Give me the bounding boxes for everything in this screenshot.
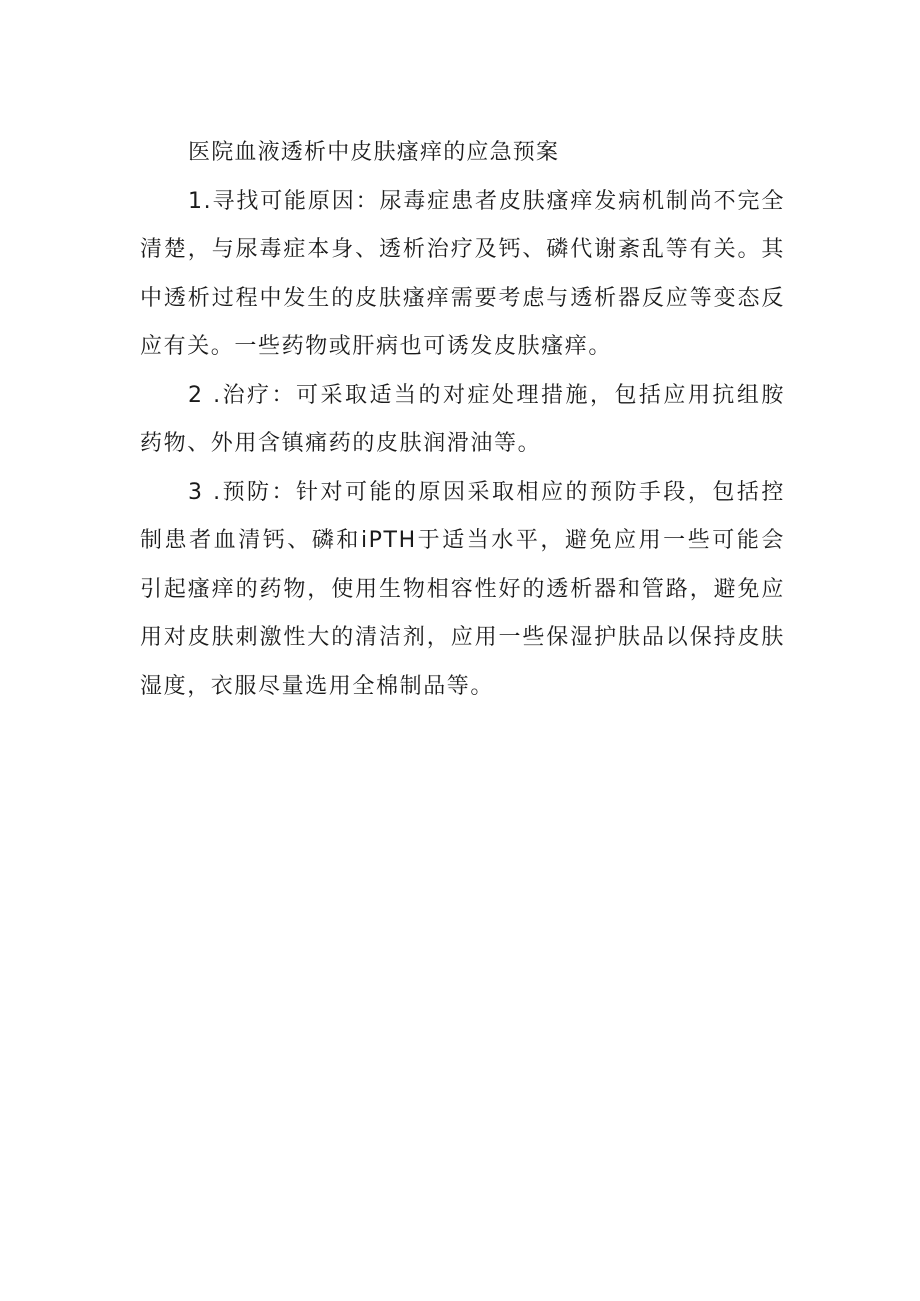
paragraph-causes: 1.寻找可能原因：尿毒症患者皮肤瘙痒发病机制尚不完全清楚，与尿毒症本身、透析治疗及钙、磷代谢紊乱等有关。其中透析过程中发生的皮肤瘙痒需要考虑与透析器反应等变态反应有关。一些药物或肝病也可诱发皮肤瘙痒。 [140,188,785,359]
document-body [140,129,785,711]
paragraph-prevention: 3 .预防：针对可能的原因采取相应的预防手段，包括控制患者血清钙、磷和iPTH于适当水平，避免应用一些可能会引起瘙痒的药物，使用生物相容性好的透析器和管路，避免应用对皮肤刺激性大的清洁剂，应用一些保湿护肤品以保持皮肤湿度，衣服尽量选用全棉制品等。 [140,479,785,699]
paragraph-treatment: 2 .治疗：可采取适当的对症处理措施，包括应用抗组胺药物、外用含镇痛药的皮肤润滑油等。 [140,382,785,456]
document-title: 医院血液透析中皮肤瘙痒的应急预案 [188,140,560,165]
